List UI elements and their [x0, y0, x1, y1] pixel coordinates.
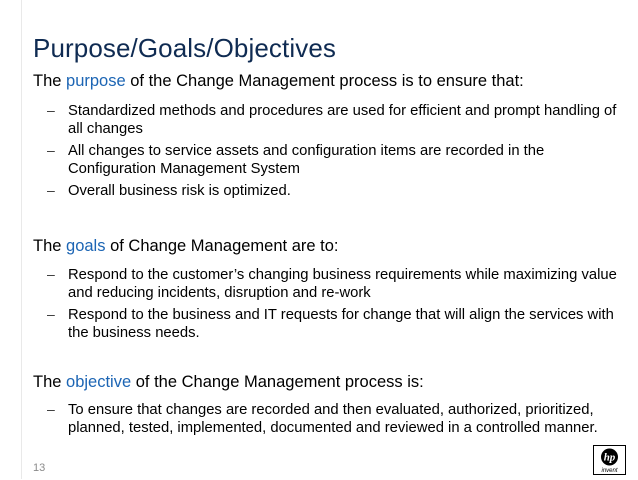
bullet-text: Respond to the customer’s changing business requirements while maximizing value and reducing incidents, disruption and re-work [68, 267, 617, 301]
purpose-heading [33, 72, 524, 91]
goals-heading [33, 237, 338, 256]
dash-icon: – [47, 401, 55, 417]
bullet-text: Overall business risk is optimized. [68, 183, 291, 199]
svg-text:invent: invent [601, 468, 618, 474]
goals-heading-prefix: The [33, 237, 67, 255]
goals-keyword: goals [66, 237, 106, 255]
purpose-heading-suffix: of the Change Management process is to ensure that: [125, 72, 524, 90]
objective-heading [33, 373, 424, 392]
bullet-item [47, 182, 627, 200]
hp-logo-icon [593, 445, 626, 475]
dash-icon: – [47, 182, 55, 198]
goals-bullet-list [47, 266, 627, 346]
objective-bullet-list [47, 401, 627, 441]
objective-heading-suffix: of the Change Management process is: [131, 373, 424, 391]
objective-heading-prefix: The [33, 373, 67, 391]
dash-icon: – [47, 266, 55, 282]
goals-heading-suffix: of Change Management are to: [105, 237, 339, 255]
purpose-bullet-list [47, 102, 627, 204]
dash-icon: – [47, 142, 55, 158]
bullet-item [47, 102, 627, 138]
bullet-item [47, 266, 627, 302]
dash-icon: – [47, 102, 55, 118]
objective-keyword: objective [66, 373, 132, 391]
page-number: 13 [33, 462, 46, 474]
bullet-text: Standardized methods and procedures are used for efficient and prompt handling of all changes [68, 103, 617, 137]
slide-title: Purpose/Goals/Objectives [33, 33, 336, 63]
svg-text:hp: hp [603, 451, 616, 464]
left-margin-bar [0, 0, 22, 479]
bullet-text: Respond to the business and IT requests for change that will align the services with the business needs. [68, 307, 614, 341]
bullet-item [47, 306, 627, 342]
purpose-heading-prefix: The [33, 72, 67, 90]
bullet-text: All changes to service assets and configuration items are recorded in the Configuration Management System [68, 143, 545, 177]
bullet-text: To ensure that changes are recorded and then evaluated, authorized, prioritized, planned, tested, implemented, documented and reviewed in a controlled manner. [68, 402, 598, 436]
bullet-item [47, 401, 627, 437]
dash-icon: – [47, 306, 55, 322]
bullet-item [47, 142, 627, 178]
purpose-keyword: purpose [66, 72, 126, 90]
